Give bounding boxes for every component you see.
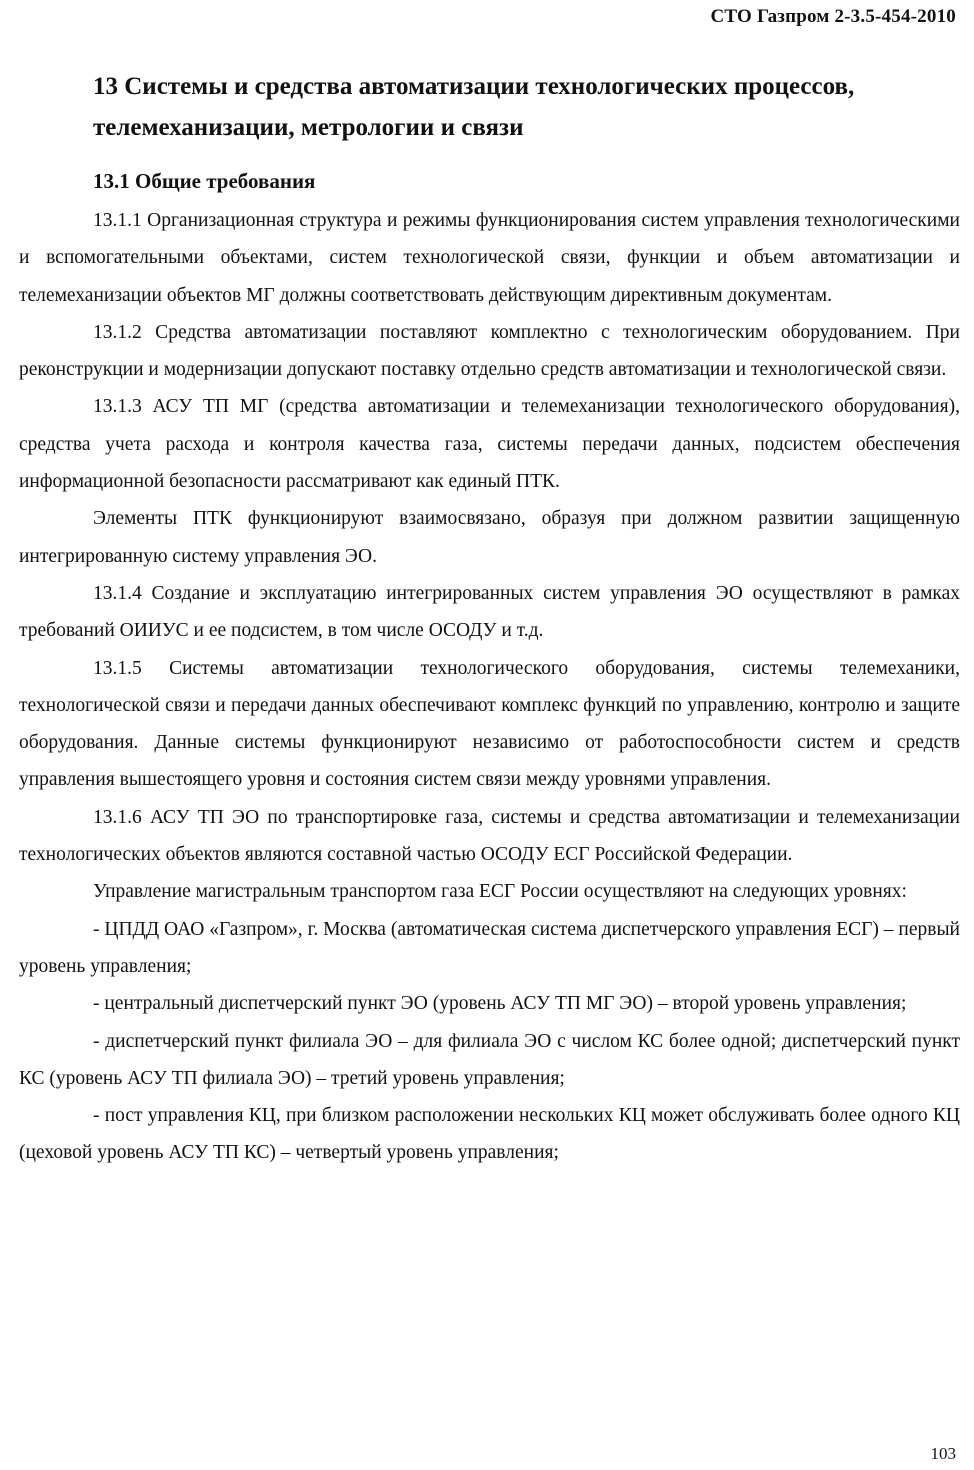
paragraph-13-1-2: 13.1.2 Средства автоматизации поставляют комплектно с технологическим оборудованием. При реконструкции и модернизации допускают поставку отдельно средств автоматизации и технологической связи. xyxy=(19,321,960,381)
subsection-title: 13.1 Общие требования xyxy=(93,169,316,193)
paragraph-13-1-5: 13.1.5 Системы автоматизации технологического оборудования, системы телемеханики, технологической связи и передачи данных обеспечивают комплекс функций по управлению, контролю и защите оборудования. Данные системы функционируют независимо от работоспособности систем и средств управления вышестоящего уровня и состояния систем связи между уровнями управления. xyxy=(19,657,960,791)
document-code-header: СТО Газпром 2-3.5-454-2010 xyxy=(710,6,956,27)
section-title: 13 Системы и средства автоматизации технологических процессов, телемеханизации, метрологии и связи xyxy=(93,73,855,141)
paragraph-control-levels-intro: Управление магистральным транспортом газа ЕСГ России осуществляют на следующих уровнях: xyxy=(93,881,907,903)
paragraph-13-1-6: 13.1.6 АСУ ТП ЭО по транспортировке газа, системы и средства автоматизации и телемеханизации технологических объектов являются составной частью ОСОДУ ЕСГ Российской Федерации. xyxy=(19,806,960,866)
list-item-level-3: - диспетчерский пункт филиала ЭО – для филиала ЭО с числом КС более одной; диспетчерский пункт КС (уровень АСУ ТП филиала ЭО) – третий уровень управления; xyxy=(19,1030,960,1089)
paragraph-13-1-1: 13.1.1 Организационная структура и режимы функционирования систем управления технологическими и вспомогательными объектами, систем технологической связи, функции и объем автоматизации и телемеханизации объектов МГ должны соответствовать действующим директивным документам. xyxy=(19,210,960,306)
list-item-level-4: - пост управления КЦ, при близком расположении нескольких КЦ может обслуживать более одного КЦ (цеховой уровень АСУ ТП КС) – четвертый уровень управления; xyxy=(19,1105,960,1164)
list-item-level-1: - ЦПДД ОАО «Газпром», г. Москва (автоматическая система диспетчерского управления ЕСГ) – первый уровень управления; xyxy=(19,918,960,977)
list-item-level-2: - центральный диспетчерский пункт ЭО (уровень АСУ ТП МГ ЭО) – второй уровень управления; xyxy=(93,993,907,1015)
paragraph-13-1-4: 13.1.4 Создание и эксплуатацию интегрированных систем управления ЭО осуществляют в рамках требований ОИИУС и ее подсистем, в том числе ОСОДУ и т.д. xyxy=(19,582,960,642)
paragraph-ptk-elements: Элементы ПТК функционируют взаимосвязано, образуя при должном развитии защищенную интегрированную систему управления ЭО. xyxy=(19,508,960,567)
paragraph-13-1-3: 13.1.3 АСУ ТП МГ (средства автоматизации и телемеханизации технологического оборудования), средства учета расхода и контроля качества газа, системы передачи данных, подсистем обеспечения информационной безопасности рассматривают как единый ПТК. xyxy=(19,396,960,493)
page-number: 103 xyxy=(930,1444,956,1463)
body-text xyxy=(19,202,960,1172)
